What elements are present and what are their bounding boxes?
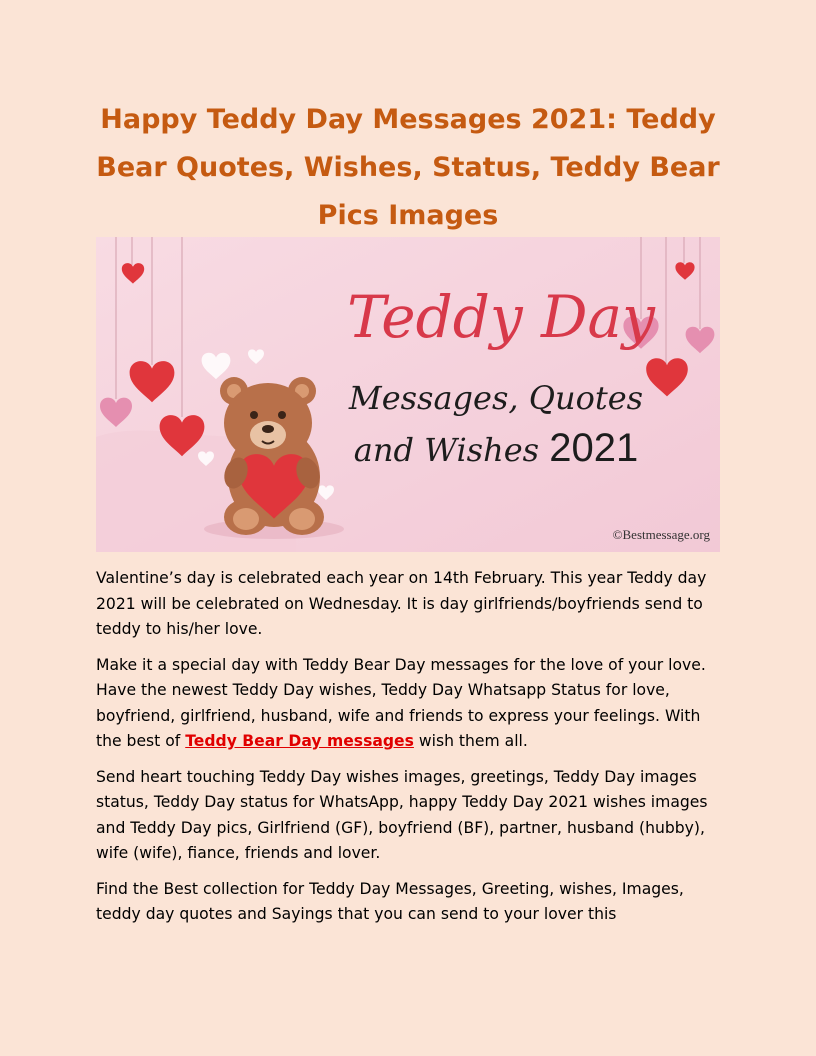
page-title: Happy Teddy Day Messages 2021: Teddy Bear Quotes, Wishes, Status, Teddy Bear Pics Images xyxy=(96,104,720,231)
banner-year: 2021 xyxy=(549,426,639,470)
paragraph-special-day-text: Make it a special day with Teddy Bear Day messages for the love of your love. Have the newest Teddy Day wishes, Teddy Day Whatsapp Status for love, boyfriend, girlfriend, husband, wife and friends to express your feelings. With the best of xyxy=(96,655,706,750)
paragraph-special-day xyxy=(96,653,728,755)
banner-headline: Teddy Day xyxy=(347,283,655,351)
paragraph-special-day-tail: wish them all. xyxy=(413,732,528,750)
banner-credit: ©Bestmessage.org xyxy=(612,527,710,542)
teddy-bear-day-messages-link[interactable]: Teddy Bear Day messages xyxy=(185,732,414,750)
banner-line1: Messages, Quotes xyxy=(348,379,644,417)
teddy-day-banner-image xyxy=(96,237,720,552)
banner-line2 xyxy=(354,426,638,470)
banner-line2-prefix: and Wishes xyxy=(353,431,550,469)
paragraph-intro: Valentine’s day is celebrated each year on 14th February. This year Teddy day 2021 will be celebrated on Wednesday. It is day girlfriends/boyfriends send to teddy to his/her love. xyxy=(96,569,707,638)
article-body xyxy=(96,566,728,938)
paragraph-find-collection: Find the Best collection for Teddy Day Messages, Greeting, wishes, Images, teddy day quotes and Sayings that you can send to your lover this xyxy=(96,879,684,923)
paragraph-send-wishes: Send heart touching Teddy Day wishes images, greetings, Teddy Day images status, Teddy Day status for WhatsApp, happy Teddy Day 2021 wishes images and Teddy Day pics, Girlfriend (GF), boyfriend (BF), partner, husband (hubby), wife (wife), fiance, friends and lover. xyxy=(96,767,708,862)
